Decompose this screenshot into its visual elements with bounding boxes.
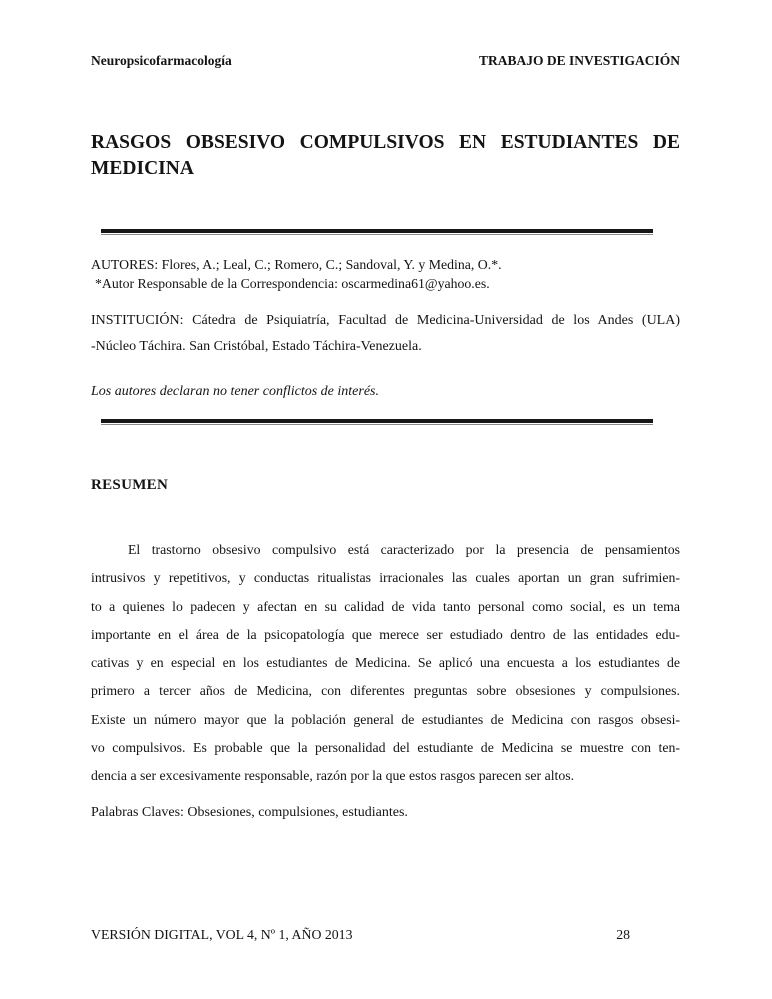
institution-line2: -Núcleo Táchira. San Cristóbal, Estado Táchira-Venezuela.	[91, 338, 422, 354]
abstract-line: cativas y en especial en los estudiantes de Medicina. Se aplicó una encuesta a los estudiantes de	[91, 655, 680, 671]
abstract-line: vo compulsivos. Es probable que la personalidad del estudiante de Medicina se muestre con ten-	[91, 740, 680, 756]
abstract-line: Existe un número mayor que la población general de estudiantes de Medicina con rasgos obsesi-	[91, 711, 680, 727]
authors-line: AUTORES: Flores, A.; Leal, C.; Romero, C.; Sandoval, Y. y Medina, O.*.	[91, 257, 502, 272]
abstract-line: dencia a ser excesivamente responsable, razón por la que estos rasgos parecen ser altos.	[91, 768, 575, 784]
abstract-paragraph	[91, 536, 680, 791]
horizontal-rule-bottom	[101, 419, 653, 425]
abstract-line: importante en el área de la psicopatología que merece ser estudiado dentro de las entidades edu-	[91, 626, 680, 642]
abstract-line: intrusivos y repetitivos, y conductas ritualistas irracionales las cuales aportan un gran sufrimien-	[91, 570, 680, 586]
page-header	[91, 52, 680, 69]
article-title-line2: MEDICINA	[91, 157, 194, 179]
article-title	[91, 130, 680, 181]
keywords-line: Palabras Claves: Obsesiones, compulsiones, estudiantes.	[91, 804, 408, 820]
abstract-heading: RESUMEN	[91, 477, 169, 493]
article-type-label: TRABAJO DE INVESTIGACIÓN	[478, 53, 680, 68]
abstract-line: primero a tercer años de Medicina, con diferentes preguntas sobre obsesiones y compulsiones.	[91, 683, 680, 699]
correspondence-line: *Autor Responsable de la Correspondencia: oscarmedina61@yahoo.es.	[95, 276, 490, 291]
abstract-line: to a quienes lo padecen y afectan en su calidad de vida tanto personal como social, es un tema	[91, 598, 680, 614]
abstract-line: El trastorno obsesivo compulsivo está caracterizado por la presencia de pensamientos	[128, 542, 680, 557]
page-footer	[91, 926, 680, 943]
horizontal-rule-top	[101, 229, 653, 235]
article-title-line1: RASGOS OBSESIVO COMPULSIVOS EN ESTUDIANTES DE	[91, 132, 680, 153]
conflict-of-interest-statement: Los autores declaran no tener conflictos de interés.	[91, 384, 379, 399]
institution-line1: INSTITUCIÓN: Cátedra de Psiquiatría, Facultad de Medicina-Universidad de los Andes (ULA)	[91, 313, 680, 328]
footer-edition-info: VERSIÓN DIGITAL, VOL 4, Nº 1, AÑO 2013	[91, 927, 353, 942]
institution-block	[91, 308, 680, 359]
authors-block	[91, 255, 680, 293]
journal-name: Neuropsicofarmacología	[91, 53, 232, 68]
page-number: 28	[616, 927, 630, 942]
